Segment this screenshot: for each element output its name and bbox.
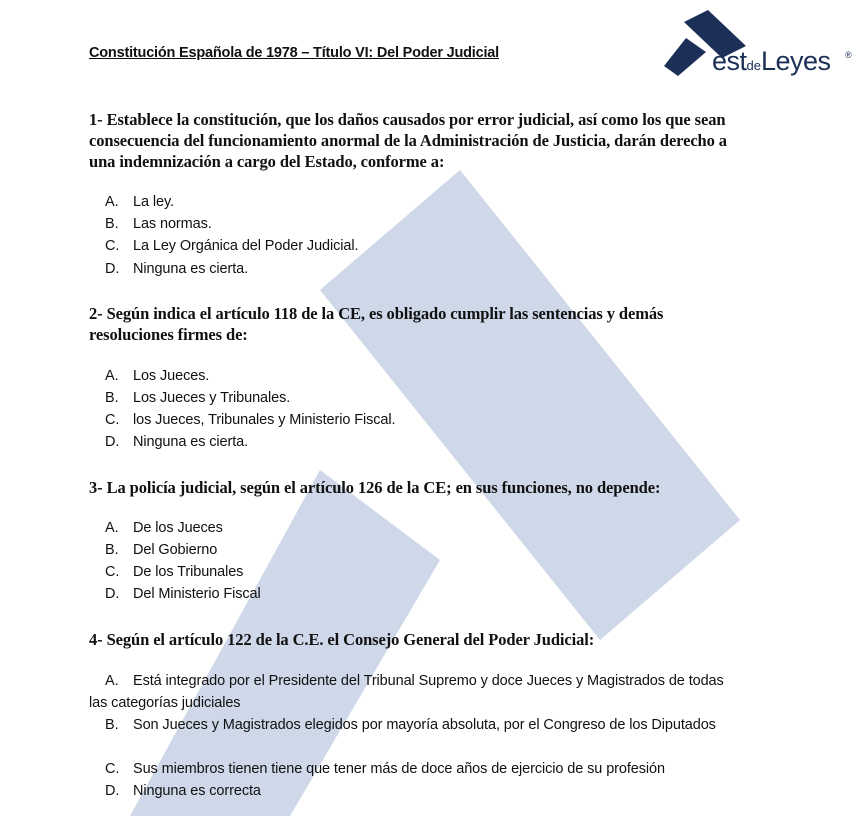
option-text: De los Tribunales — [133, 564, 244, 580]
option-text: De los Jueces — [133, 520, 223, 536]
option-letter: D. — [105, 434, 120, 450]
option-text: Está integrado por el Presidente del Tribunal Supremo y doce Jueces y Magistrados de todas las categorías judiciales — [89, 673, 724, 711]
question-2-option-a — [105, 365, 209, 387]
option-text: Los Jueces y Tribunales. — [133, 390, 291, 406]
option-letter: A. — [105, 368, 119, 384]
logo-part-est: est — [712, 46, 747, 76]
option-letter: C. — [105, 564, 120, 580]
question-3: 3- La policía judicial, según el artículo 126 de la CE; en sus funciones, no depende: — [89, 478, 661, 497]
option-letter: A. — [105, 520, 119, 536]
option-letter: B. — [105, 542, 119, 558]
option-text: los Jueces, Tribunales y Ministerio Fiscal. — [133, 412, 396, 428]
registered-mark: ® — [845, 50, 852, 60]
logo-part-de: de — [746, 58, 761, 73]
option-text: Ninguna es cierta. — [133, 261, 249, 277]
option-text: Son Jueces y Magistrados elegidos por mayoría absoluta, por el Congreso de los Diputados — [133, 717, 716, 733]
option-letter: B. — [105, 390, 119, 406]
option-text: La Ley Orgánica del Poder Judicial. — [133, 238, 359, 254]
logo-wordmark — [712, 46, 831, 77]
option-text: Las normas. — [133, 216, 212, 232]
question-4-option-a — [89, 670, 729, 714]
option-letter: C. — [105, 412, 120, 428]
question-1-option-c — [105, 235, 358, 257]
option-letter: D. — [105, 586, 120, 602]
option-letter: A. — [105, 194, 119, 210]
question-1-option-b — [105, 213, 212, 235]
question-4-option-b — [89, 714, 729, 736]
option-letter: A. — [105, 673, 119, 689]
option-letter: B. — [105, 216, 119, 232]
question-3-option-c — [105, 561, 243, 583]
option-text: Del Gobierno — [133, 542, 218, 558]
question-1: 1- Establece la constitución, que los daños causados por error judicial, así como los que sean consecuencia del funcionamiento anormal de la Administración de Justicia, darán derecho a una indemnización a cargo del Estado, conforme a: — [89, 110, 727, 171]
option-text: Sus miembros tienen tiene que tener más de doce años de ejercicio de su profesión — [133, 761, 665, 777]
option-letter: B. — [105, 717, 119, 733]
option-letter: C. — [105, 238, 120, 254]
option-text: Ninguna es cierta. — [133, 434, 249, 450]
question-3-option-a — [105, 517, 223, 539]
question-4-option-d — [105, 780, 261, 802]
option-letter: D. — [105, 261, 120, 277]
question-2-option-d — [105, 431, 248, 453]
question-1-option-d — [105, 258, 248, 280]
question-4-option-c — [105, 758, 665, 780]
option-letter: D. — [105, 783, 120, 799]
question-2: 2- Según indica el artículo 118 de la CE, es obligado cumplir las sentencias y demás resoluciones firmes de: — [89, 304, 664, 344]
question-1-option-a — [105, 191, 174, 213]
question-3-option-b — [105, 539, 217, 561]
option-text: Los Jueces. — [133, 368, 210, 384]
question-3-option-d — [105, 583, 261, 605]
option-text: Del Ministerio Fiscal — [133, 586, 261, 602]
question-2-option-b — [105, 387, 290, 409]
option-text: Ninguna es correcta — [133, 783, 261, 799]
option-text: La ley. — [133, 194, 174, 210]
question-2-option-c — [105, 409, 395, 431]
document-title: Constitución Española de 1978 – Título VI: Del Poder Judicial — [89, 45, 499, 61]
option-letter: C. — [105, 761, 120, 777]
logo-part-leyes: Leyes — [761, 46, 831, 76]
question-4: 4- Según el artículo 122 de la C.E. el Consejo General del Poder Judicial: — [89, 630, 595, 649]
